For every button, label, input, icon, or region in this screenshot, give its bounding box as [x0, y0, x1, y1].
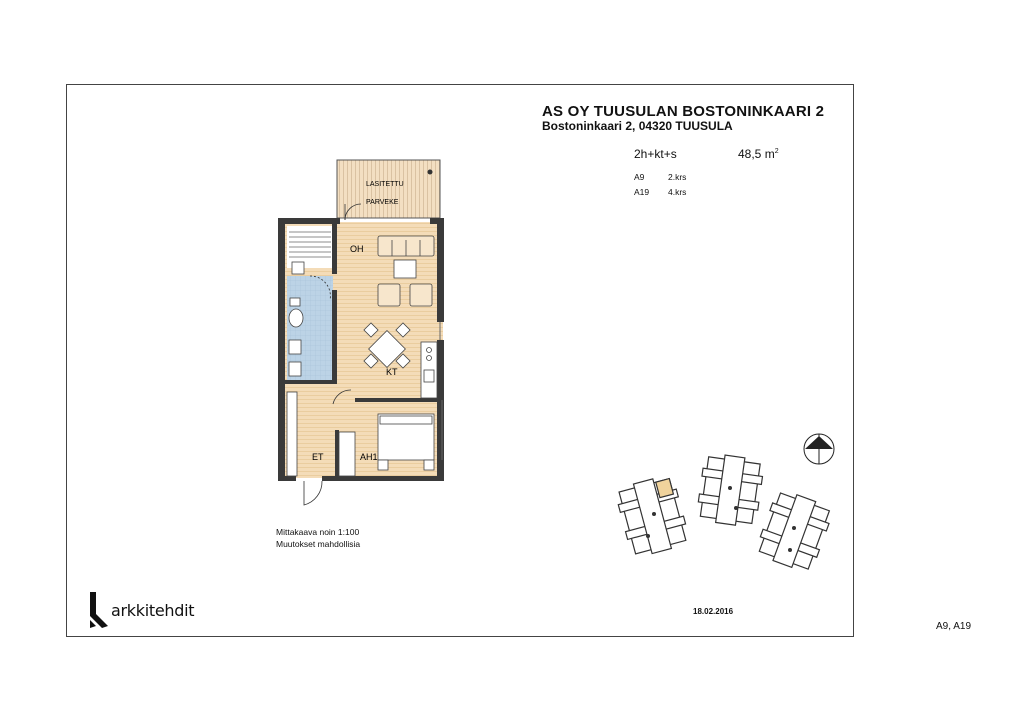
- project-address: Bostoninkaari 2, 04320 TUUSULA: [542, 119, 733, 133]
- unit-id-1: A9: [634, 172, 645, 182]
- scale-note: [276, 526, 360, 550]
- balcony-floor: [337, 160, 440, 218]
- area-unit-superscript: 2: [774, 148, 779, 155]
- unit-id-2: A19: [634, 187, 650, 197]
- coffee-table: [394, 260, 416, 278]
- room-label-entrance: ET: [312, 452, 324, 462]
- balcony-label-1: LASITETTU: [366, 181, 404, 188]
- sofa: [378, 236, 434, 256]
- logo-text: arkkitehdit: [111, 601, 195, 620]
- unit-floor-1: 2.krs: [668, 172, 687, 182]
- sheet-code: A9, A19: [936, 621, 972, 632]
- room-label-bedroom: AH1: [360, 452, 378, 462]
- room-label-living: OH: [350, 244, 364, 254]
- balcony-label-2: PARVEKE: [366, 199, 399, 206]
- changes-text: Muutokset mahdollisia: [276, 539, 361, 549]
- scale-text: Mittakaava noin 1:100: [276, 527, 360, 537]
- room-label-kitchen: KT: [386, 367, 398, 377]
- arkkitehdit-logo-icon: [86, 590, 110, 630]
- apartment-type: 2h+kt+s: [634, 147, 677, 161]
- apartment-area: [738, 147, 779, 161]
- site-building-3: [754, 488, 834, 574]
- site-plan: [614, 452, 834, 582]
- kitchen-counter: [421, 342, 437, 398]
- floor-plan: [270, 155, 460, 515]
- balcony-drain-icon: [428, 170, 433, 175]
- area-value: 48,5 m: [738, 147, 775, 161]
- drawing-date: 18.02.2016: [693, 607, 734, 616]
- site-building-1: [614, 474, 691, 559]
- unit-floor-2: 4.krs: [668, 187, 687, 197]
- site-building-2: [696, 452, 765, 528]
- project-title: AS OY TUUSULAN BOSTONINKAARI 2: [542, 103, 825, 120]
